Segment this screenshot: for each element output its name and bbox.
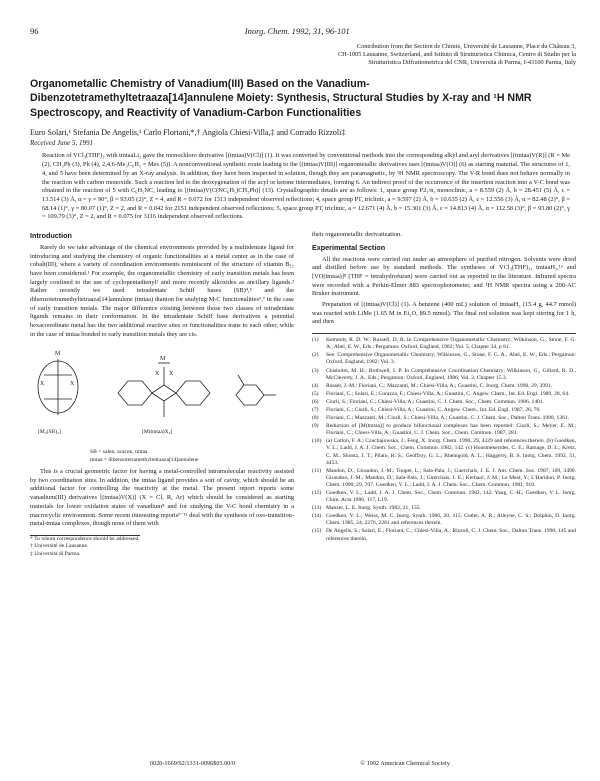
reference-list — [312, 333, 576, 543]
intro-paragraph-1: Rarely do we take advantage of the chemical environments provided by a multidentate ligand for introducing and studying the chemistry of organic functionalities at a metal center as in the case of cobalt(III), where a variety of coordination environments reminiscent of the structure of vitamin B₁₂ have been considered.¹ For example, the organometallic chemistry of early transition metals has been largely confined to the use of cyclopentadienyl² and more recently alkoxides as ancillary ligands.³ Rather recently we used tetradentate Schiff bases (SB)⁴,⁵ and the dibenzotetramethyltetraaza[14]annulene (tmtaa) dianion for studying M-C functionalities⁶,⁷ in the case of early transition metals. The major difference existing between those two classes of tetradentate ligands remains in their conformation. In the tetradentate Schiff base derivatives a potential hexacoordinate metal has the two additional reactive sites or functionalities trans to each other, while in the case of tmtaa bonded to early transition metals they are cis. — [30, 243, 294, 338]
figure-caption-1: SB = salen, acacen, tmtaa — [90, 448, 148, 455]
copyright-notice: © 1992 American Chemical Society — [360, 760, 450, 767]
received-date: Received June 5, 1991 — [30, 139, 93, 148]
right-column — [312, 231, 576, 558]
reference-item: (5) Floriani, C.; Solari, E.; Corazza, F.; Chiesi-Villa, A.; Guastini, C. Angew. Chem., Int. Ed. Engl. 1989, 28, 64. — [312, 390, 570, 397]
footnotes — [30, 536, 294, 558]
reference-item: (6) Ciurli, S.; Floriani, C.; Chiesi-Villa, A.; Guastini, C. J. Chem. Soc., Chem. Commun. 1986, 1401. — [312, 398, 545, 405]
article-title: Organometallic Chemistry of Vanadium(III) Based on the Vanadium-Dibenzotetramethyltetraaza[14]annulene Moiety: Synthesis, Structural Studies by X-ray and ¹H NMR Spectroscopy, and Reactivity of Vanadium-Carbon Functionalities — [30, 77, 532, 119]
contribution-affiliation: Contribution from the Section de Chimie, Université de Lausanne, Place du Château 3, CH-1005 Lausanne, Switzerland, and Istituto di Strutturistica Chimica, Centro di Studio per la Strutturistica Diffrattometrica del CNR, Università di Parma, I-43100 Parma, Italy — [337, 43, 576, 66]
intro-paragraph-2: This is a crucial geometric factor for having a metal-controlled intramolecular reactivity assisted by two coordination sites. In addition, the tmtaa ligand provides a sort of cavity, which should be an additional factor for controlling the reactivity at the metal. The present report reports some vanadium(III) derivatives [(tmtaa)V(X)] (X = Cl, R, Ar) which should be considered as starting materials for lower oxidation states of vanadium⁸ and for studying the V-C bond chemistry in a macrocyclic environment. Some recent interesting reports⁹⁻¹¹ deal with the synthesis of oxo-transition-metal-tmtaa complexes, though none of them with — [30, 468, 294, 528]
reference-item: (3) Chisholm, M. H.; Rothwell, I. P. In Comprehensive Coordination Chemistry; Wilkinson, G., Gillard, R. D., McCleverty, J. A., Eds.; Pergamon: Oxford, England, 1986; Vol. 2, Chapter 15.3. — [312, 367, 576, 381]
reference-item: (2) See: Comprehensive Organometallic Chemistry; Wilkinson, G., Stone, F. G. A., Abel, E. W., Eds.; Pergamon: Oxford, England, 1982; Vol. 3. — [312, 352, 576, 366]
left-column — [30, 231, 294, 558]
svg-text:X: X — [70, 380, 75, 387]
experimental-paragraph-1: All the reactions were carried out under an atmosphere of purified nitrogen. Solvents were dried and distilled before use by standard methods. The syntheses of VCl₃(THF)₃, tmtaaH₂,¹³ and [VO(tmtaa)]⁸ (THF = tetrahydrofuran) were carried out as reported in the literature. Infrared spectra were recorded with a Perkin-Elmer 883 spectrophotometer, and ¹H NMR spectra using a 200-AC Bruker instrument. — [312, 255, 576, 298]
footnote-lausanne: † Université de Lausanne. — [30, 543, 89, 550]
experimental-heading: Experimental Section — [312, 242, 386, 252]
body-columns — [30, 231, 576, 558]
experimental-paragraph-2: Preparation of [(tmtaa)V(Cl)] (1). A benzene (400 mL) solution of tmtaaH₂ (15.4 g, 44.7 mmol) was reacted with LiMe (1.65 M in Et₂O, 89.5 mmol). The final red solution was kept stirring for 1 h, and then — [312, 301, 576, 326]
running-header — [30, 26, 576, 36]
journal-citation: Inorg. Chem. 1992, 31, 96-101 — [244, 26, 350, 36]
footnote-correspondence: * To whom correspondence should be addressed. — [30, 536, 140, 542]
page-footer — [150, 760, 450, 767]
abstract: Reaction of VCl₃(THF)₃ with tmtaaLi₂ gave the monochloro derivative [(tmtaa)V(Cl)] (1). It was converted by conventional methods into the corresponding alkyl and aryl derivatives [(tmtaa)V(R)] (R = Me (2), CH₂Ph (3), Ph (4), 2,4,6-Me₃C₆H₂ = Mes (5)). A nonconventional synthetic route leading to the [(tmtaa)V(III)] organometallic derivatives uses [(tmtaa)V(O)] (6) as starting material. The structures of 1, 4, and 5 have been determined by an X-ray analysis. In addition, they have been inspected in solution, though they are paramagnetic, by ¹H NMR spectroscopy. The V-R bond does not behave normally in the reaction with carbon monoxide. Such a reaction led to the deoxygenation of the acyl or ketone intermediates, forming 6. An indirect proof of the occurrence of the insertion reaction into a V-C bond was obtained in the reaction of 5 with C₆H₅NC, leading to [(tmtaa)V(C(NC₆H₅)CH₂Ph)] (13). Crystallographic details are as follows: 1, space group P2₁/n, monoclinic, a = 8.559 (2) Å, b = 28.451 (5) Å, c = 13.514 (3) Å, α = γ = 90°, β = 93.05 (2)°, Z = 4, and R = 0.072 for 1313 independent observed reflections; 4, space group P1̄, triclinic, a = 9.597 (2) Å, b = 10.635 (2) Å, c = 12.556 (3) Å, α = 82.48 (2)°, β = 68.14 (1)°, γ = 80.07 (1)°, Z = 2, and R = 0.042 for 2151 independent observed reflections; 5, space group P1̄, triclinic, a = 12.671 (4) Å, b = 15.301 (3) Å, c = 14.813 (4) Å, α = 112.58 (3)°, β = 93.80 (2)°, γ = 109.79 (3)°, Z = 2, and R = 0.075 for 3116 independent observed reflections. — [42, 152, 570, 221]
reference-item: (8) Floriani, C.; Mazzanti, M.; Ciurli, S.; Chiesi-Villa, A.; Guastini, C. J. Chem. Soc., Dalton Trans. 1988, 1361. — [312, 415, 570, 422]
reference-item: (11) Mandon, D.; Giraudon, J.-M.; Toupet, L.; Sala-Pala, J.; Guerchais, J. E. J. Am. Chem. Soc. 1987, 109, 3490. Giraudon, J.-M.; Mandon, D.; Sala-Pala, J.; Guerchais, J. E.; Kerbaol, J. M.; Le Mest, Y.; L'Haridon, P. Inorg. Chem. 1990, 29, 707. Goedken, V. L.; Ladd, J. A. J. Chem. Soc., Chem. Commun. 1981, 910. — [312, 467, 576, 488]
structure-figure — [30, 345, 294, 445]
reference-item: (13) Manzer, L. E. Inorg. Synth. 1982, 21, 135. — [312, 505, 421, 512]
intro-heading: Introduction — [30, 231, 72, 241]
right-intro-continuation: their organometallic derivatization. — [312, 231, 402, 239]
footnote-parma: ‡ Università di Parma. — [30, 550, 81, 557]
reference-item: (15) De Angelis, S.; Solari, E.; Floriani, C.; Chiesi-Villa, A.; Rizzoli, C. J. Chem. Soc., Dalton Trans. 1990, 145 and references therein. — [312, 528, 576, 542]
svg-text:X: X — [169, 370, 174, 377]
svg-text:M: M — [160, 355, 166, 362]
page — [30, 26, 576, 558]
svg-text:X: X — [40, 380, 45, 387]
figure-caption-2: tmtaa = dibenzotetramethyltetraaza[14]annulene — [90, 456, 199, 463]
article-code: 0020-1669/92/1331-0096$03.00/0 — [150, 760, 236, 767]
page-number: 96 — [30, 26, 39, 36]
svg-text:M: M — [55, 350, 61, 357]
figure-label-tmtaa: [M(tmtaa)X₂] — [142, 428, 173, 435]
svg-text:X: X — [155, 370, 160, 377]
figure-label-schiff-base: [M₂(SB)₂] — [38, 428, 61, 435]
reference-item: (7) Floriani, C.; Ciurli, S.; Chiesi-Villa, A.; Guastini, C. Angew. Chem., Int. Ed. Engl. 1987, 26, 70. — [312, 406, 541, 413]
reference-item: (14) Goedken, V. L.; Weiss, M. C. Inorg. Synth. 1980, 20, 115. Cutler, A. R.; Alleyne, C. S.; Dolphin, D. Inorg. Chem. 1985, 24, 2276, 2281 and references therein. — [312, 513, 576, 527]
reference-item: (10) (a) Cotton, F. A.; Czuchajowska, J.; Feng, X. Inorg. Chem. 1990, 29, 4329 and references therein. (b) Goedken, V. L.; Ladd, J. A. J. Chem. Soc., Chem. Commun. 1982, 142. (c) Housmekerides, C. E.; Ramage, D. L.; Kretz, C. M.; Shontz, J. T.; Pilato, R. S.; Geoffroy, G. L.; Rheingold, A. L.; Haggerty, B. S. Inorg. Chem. 1992, 31, 4453. — [312, 438, 576, 466]
reference-item: (1) Kemmitt, R. D. W.; Russell, D. R. In Comprehensive Organometallic Chemistry; Wilkinson, G., Stone, F. G. A., Abel, E. W., Eds.; Pergamon: Oxford, England, 1982; Vol. 5, Chapter 34, p 81. — [312, 337, 576, 351]
reference-item: (12) Goedken, V. L.; Ladd, J. A. J. Chem. Soc., Chem. Commun. 1982, 142. Yang, C.-H.; Goedken, V. L. Inorg. Chim. Acta 1986, 117, L19. — [312, 490, 576, 504]
reference-item: (9) Reduction of [M(tmtaa)] to produce bifunctional complexes has been reported: Ciurli, S.; Meyer, E. M.; Floriani, C.; Chiesi-Villa, A.; Guastini, C. J. Chem. Soc., Chem. Commun. 1987, 281. — [312, 423, 576, 437]
reference-item: (4) Rosset, J.-M.; Floriani, C.; Mazzanti, M.; Chiesi-Villa, A.; Guastini, C. Inorg. Chem. 1990, 29, 3991. — [312, 382, 553, 389]
author-list: Euro Solari,¹ Stefania De Angelis,¹ Carlo Floriani,*,† Angiola Chiesi-Villa,‡ and Corrado Rizzoli‡ — [30, 128, 346, 138]
